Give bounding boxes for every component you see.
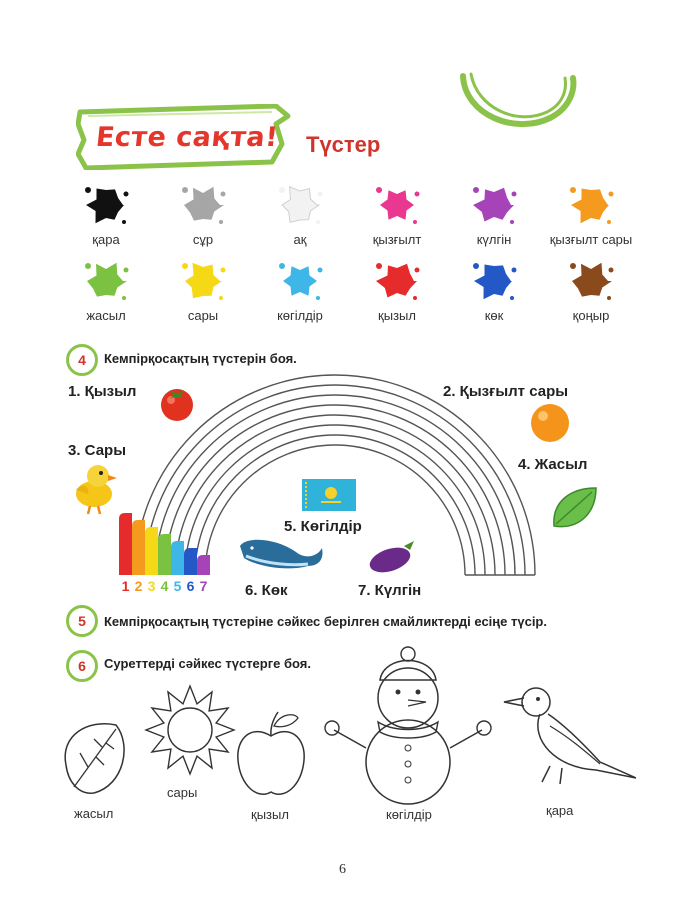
banner-text: Есте сақта!: [94, 122, 280, 153]
task-5-text: Кемпірқосақтың түстеріне сәйкес берілген смайликтерді есіңе түсір.: [104, 614, 547, 629]
sun-rays: [146, 686, 234, 774]
task-4-text: Кемпірқосақтың түстерін боя.: [104, 351, 297, 366]
rainbow-label-2: 2. Қызғылт сары: [443, 383, 569, 400]
rainbow-digit: 2: [134, 578, 143, 594]
drawing-label-crow: қара: [546, 803, 574, 818]
sun-drawing: [140, 682, 240, 778]
task-number-4: 4: [66, 344, 98, 376]
color-label: сұр: [192, 232, 214, 247]
page-number: 6: [339, 862, 346, 877]
paint-splat-icon: [177, 258, 229, 304]
drawing-label-leaf: жасыл: [74, 806, 114, 821]
task-number-5: 5: [66, 605, 98, 637]
rainbow-bar: [158, 534, 171, 575]
rainbow-bar: [132, 520, 145, 575]
leaf-icon: [548, 482, 600, 534]
paint-splat-icon: [565, 182, 617, 228]
color-label: ақ: [293, 232, 307, 247]
paint-splat-icon: [177, 182, 229, 228]
decorative-swirl: [455, 70, 585, 140]
paint-splat-icon: [274, 258, 326, 304]
task-6-text: Суреттерді сәйкес түстерге боя.: [104, 656, 311, 671]
paint-splat-icon: [371, 258, 423, 304]
color-splat-item: [347, 258, 447, 323]
rainbow-label-4: 4. Жасыл: [518, 456, 588, 473]
rainbow-bar: [197, 555, 210, 575]
crow-drawing: [500, 680, 640, 790]
color-splat-item: [153, 258, 253, 323]
paint-splat-icon: [274, 182, 326, 228]
color-splat-item: [444, 258, 544, 323]
paint-splat-icon: [468, 258, 520, 304]
rainbow-label-6: 6. Көк: [245, 582, 288, 599]
rainbow-digit: 7: [199, 578, 208, 594]
color-splat-item: [250, 258, 350, 323]
drawing-label-sun: сары: [167, 785, 198, 800]
rainbow-digit: 1: [121, 578, 130, 594]
flag-icon: [302, 479, 356, 511]
color-label: қара: [92, 232, 120, 247]
rainbow-digit: 3: [147, 578, 156, 594]
eggplant-icon: [366, 538, 418, 574]
apple-drawing: [234, 708, 308, 802]
color-label: күлгін: [476, 232, 512, 247]
paint-splat-icon: [80, 182, 132, 228]
rainbow-bar: [145, 527, 158, 575]
rainbow-color-scale: [115, 505, 225, 600]
paint-splat-icon: [565, 258, 617, 304]
color-splat-item: [56, 182, 156, 247]
leaf-drawing: [58, 715, 134, 799]
color-splat-item: [347, 182, 447, 247]
rainbow-label-7: 7. Күлгін: [358, 582, 422, 599]
drawing-label-snowman: көгілдір: [386, 807, 432, 822]
chick-icon: [68, 460, 118, 516]
rainbow-bar: [171, 541, 184, 575]
paint-splat-icon: [80, 258, 132, 304]
snowman-drawing: [318, 640, 498, 810]
drawing-label-apple: қызыл: [251, 807, 289, 822]
whale-icon: [236, 530, 326, 574]
color-label: көк: [484, 308, 504, 323]
color-label: жасыл: [86, 308, 126, 323]
color-label: қызғылт: [372, 232, 422, 247]
color-label: қызыл: [378, 308, 416, 323]
color-splat-item: [250, 182, 350, 247]
rainbow-digit: 5: [173, 578, 182, 594]
color-splat-item: [541, 182, 641, 247]
color-label: сары: [187, 308, 219, 323]
color-label: қоңыр: [572, 308, 610, 323]
paint-splat-icon: [468, 182, 520, 228]
rainbow-label-5: 5. Көгілдір: [284, 518, 362, 535]
color-label: көгілдір: [277, 308, 323, 323]
rainbow-label-3: 3. Сары: [68, 442, 127, 459]
rainbow-bar: [184, 548, 197, 575]
rainbow-bar: [119, 513, 132, 575]
rainbow-label-1: 1. Қызыл: [68, 383, 137, 400]
page-title: Түстер: [306, 132, 381, 157]
color-splat-item: [541, 258, 641, 323]
color-label: қызғылт сары: [549, 232, 633, 247]
task-number-6: 6: [66, 650, 98, 682]
rainbow-digit: 4: [160, 578, 169, 594]
paint-splat-icon: [371, 182, 423, 228]
orange-icon: [528, 400, 572, 444]
rainbow-digit: 6: [186, 578, 195, 594]
color-splat-item: [444, 182, 544, 247]
color-splat-item: [56, 258, 156, 323]
tomato-icon: [158, 384, 196, 422]
color-splat-item: [153, 182, 253, 247]
